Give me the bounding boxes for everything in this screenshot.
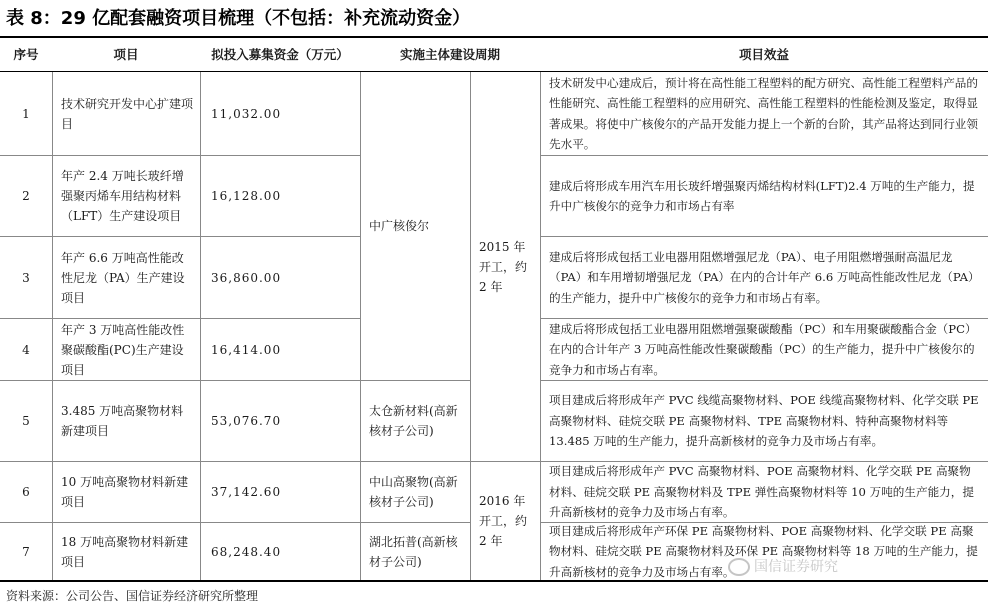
table-row-no: 6 <box>22 485 30 499</box>
table-row-benefit: 技术研发中心建成后，预计将在高性能工程塑料的配方研究、高性能工程塑料产品的性能研究、高性能工程塑料的应用研究、高性能工程塑料的性能检测及鉴定，取得显著成果。将使中广核俊尔的产品开发能力提上一个新的台阶，其产品将达到同行业领先水平。 <box>549 75 978 151</box>
table-row-benefit: 建成后将形成车用汽车用长玻纤增强聚丙烯结构材料(LFT)2.4 万吨的生产能力，提升中广核俊尔的竞争力和市场占有率 <box>549 178 975 213</box>
header-no: 序号 <box>13 47 39 62</box>
table-row-benefit: 项目建成后将形成年产环保 PE 高聚物材料、POE 高聚物材料、化学交联 PE 高聚物材料、硅烷交联 PE 高聚物材料及环保 PE 高聚物材料等 18 万吨的生产能力，提升高新核材的竞争力及市场占有率。 <box>549 523 978 579</box>
wechat-icon <box>728 558 750 576</box>
table-row-item: 18 万吨高聚物材料新建项目 <box>61 534 189 569</box>
table-row-subject: 湖北拓普(高新核材子公司) <box>369 534 458 569</box>
table-row-item: 年产 3 万吨高性能改性聚碳酸酯(PC)生产建设项目 <box>61 322 185 377</box>
merged-period-cell: 2016 年开工，约 2 年 <box>479 494 528 548</box>
table-title: 表 8：29 亿配套融资项目梳理（不包括：补充流动资金） <box>6 8 471 29</box>
table-row-item: 10 万吨高聚物材料新建项目 <box>61 475 189 509</box>
table-row-benefit: 项目建成后将形成年产 PVC 高聚物材料、POE 高聚物材料、化学交联 PE 高聚物材料、硅烷交联 PE 高聚物材料及 TPE 弹性高聚物材料等 10 万吨的生产能力，提升高新核材的竞争力及市场占有率。 <box>549 464 974 520</box>
source-note: 资料来源：公司公告、国信证券经济研究所整理 <box>6 589 259 603</box>
table-row-no: 7 <box>22 544 30 559</box>
table-row-item: 年产 2.4 万吨长玻纤增强聚丙烯车用结构材料（LFT）生产建设项目 <box>61 169 184 223</box>
header-item: 项目 <box>113 47 139 62</box>
table-row-no: 5 <box>22 414 30 428</box>
table-header <box>0 40 988 70</box>
header-benefit: 项目效益 <box>738 47 789 62</box>
header-amount: 拟投入募集资金（万元） <box>211 47 349 62</box>
watermark: 国信证券研究 <box>728 556 838 576</box>
table-row-subject: 中山高聚物(高新核材子公司) <box>369 475 458 509</box>
header-subject-period: 实施主体建设周期 <box>399 47 500 62</box>
table-row-benefit: 建成后将形成包括工业电器用阻燃增强尼龙（PA）、电子用阻燃增强耐高温尼龙（PA）和车用增韧增强尼龙（PA）在内的合计年产 6.6 万吨高性能改性尼龙（PA）的生产能力，提升中广核俊尔的竞争力和市场占有率。 <box>549 249 980 305</box>
table-row-amount: 11,032.00 <box>211 106 282 121</box>
table-row-item: 年产 6.6 万吨高性能改性尼龙（PA）生产建设项目 <box>61 250 185 305</box>
table-row-no: 3 <box>22 270 30 285</box>
table-row-no: 2 <box>22 189 30 203</box>
table-row-amount: 16,128.00 <box>211 189 282 203</box>
table-row-amount: 16,414.00 <box>211 342 282 357</box>
table-row-benefit: 项目建成后将形成年产 PVC 线缆高聚物材料、POE 线缆高聚物材料、化学交联 PE 高聚物材料、硅烷交联 PE 高聚物材料、TPE 高聚物材料、特种高聚物材料等 13.485 万吨的生产能力，提升高新核材的竞争力及市场占有率。 <box>549 393 979 449</box>
merged-period-cell: 2015 年开工，约 2 年 <box>479 239 528 294</box>
table-top-rule <box>0 36 988 38</box>
table-row-no: 4 <box>22 342 30 357</box>
table-row-amount: 68,248.40 <box>211 544 282 559</box>
table-row-amount: 53,076.70 <box>211 414 282 428</box>
table-bottom-rule <box>0 580 988 582</box>
table-row-item: 3.485 万吨高聚物材料新建项目 <box>61 404 184 438</box>
table-row-subject: 太仓新材料(高新核材子公司) <box>369 404 458 438</box>
table-row-benefit: 建成后将形成包括工业电器用阻燃增强聚碳酸酯（PC）和车用聚碳酸酯合金（PC）在内的合计年产 3 万吨高性能改性聚碳酸酯（PC）的生产能力，提升中广核俊尔的竞争力和市场占有率。 <box>549 321 977 377</box>
table-row-amount: 37,142.60 <box>211 485 282 499</box>
table-row-no: 1 <box>22 106 30 121</box>
table-row-amount: 36,860.00 <box>211 270 282 285</box>
merged-subject-cell: 中广核俊尔 <box>369 219 430 233</box>
table-row-item: 技术研究开发中心扩建项目 <box>61 96 194 131</box>
